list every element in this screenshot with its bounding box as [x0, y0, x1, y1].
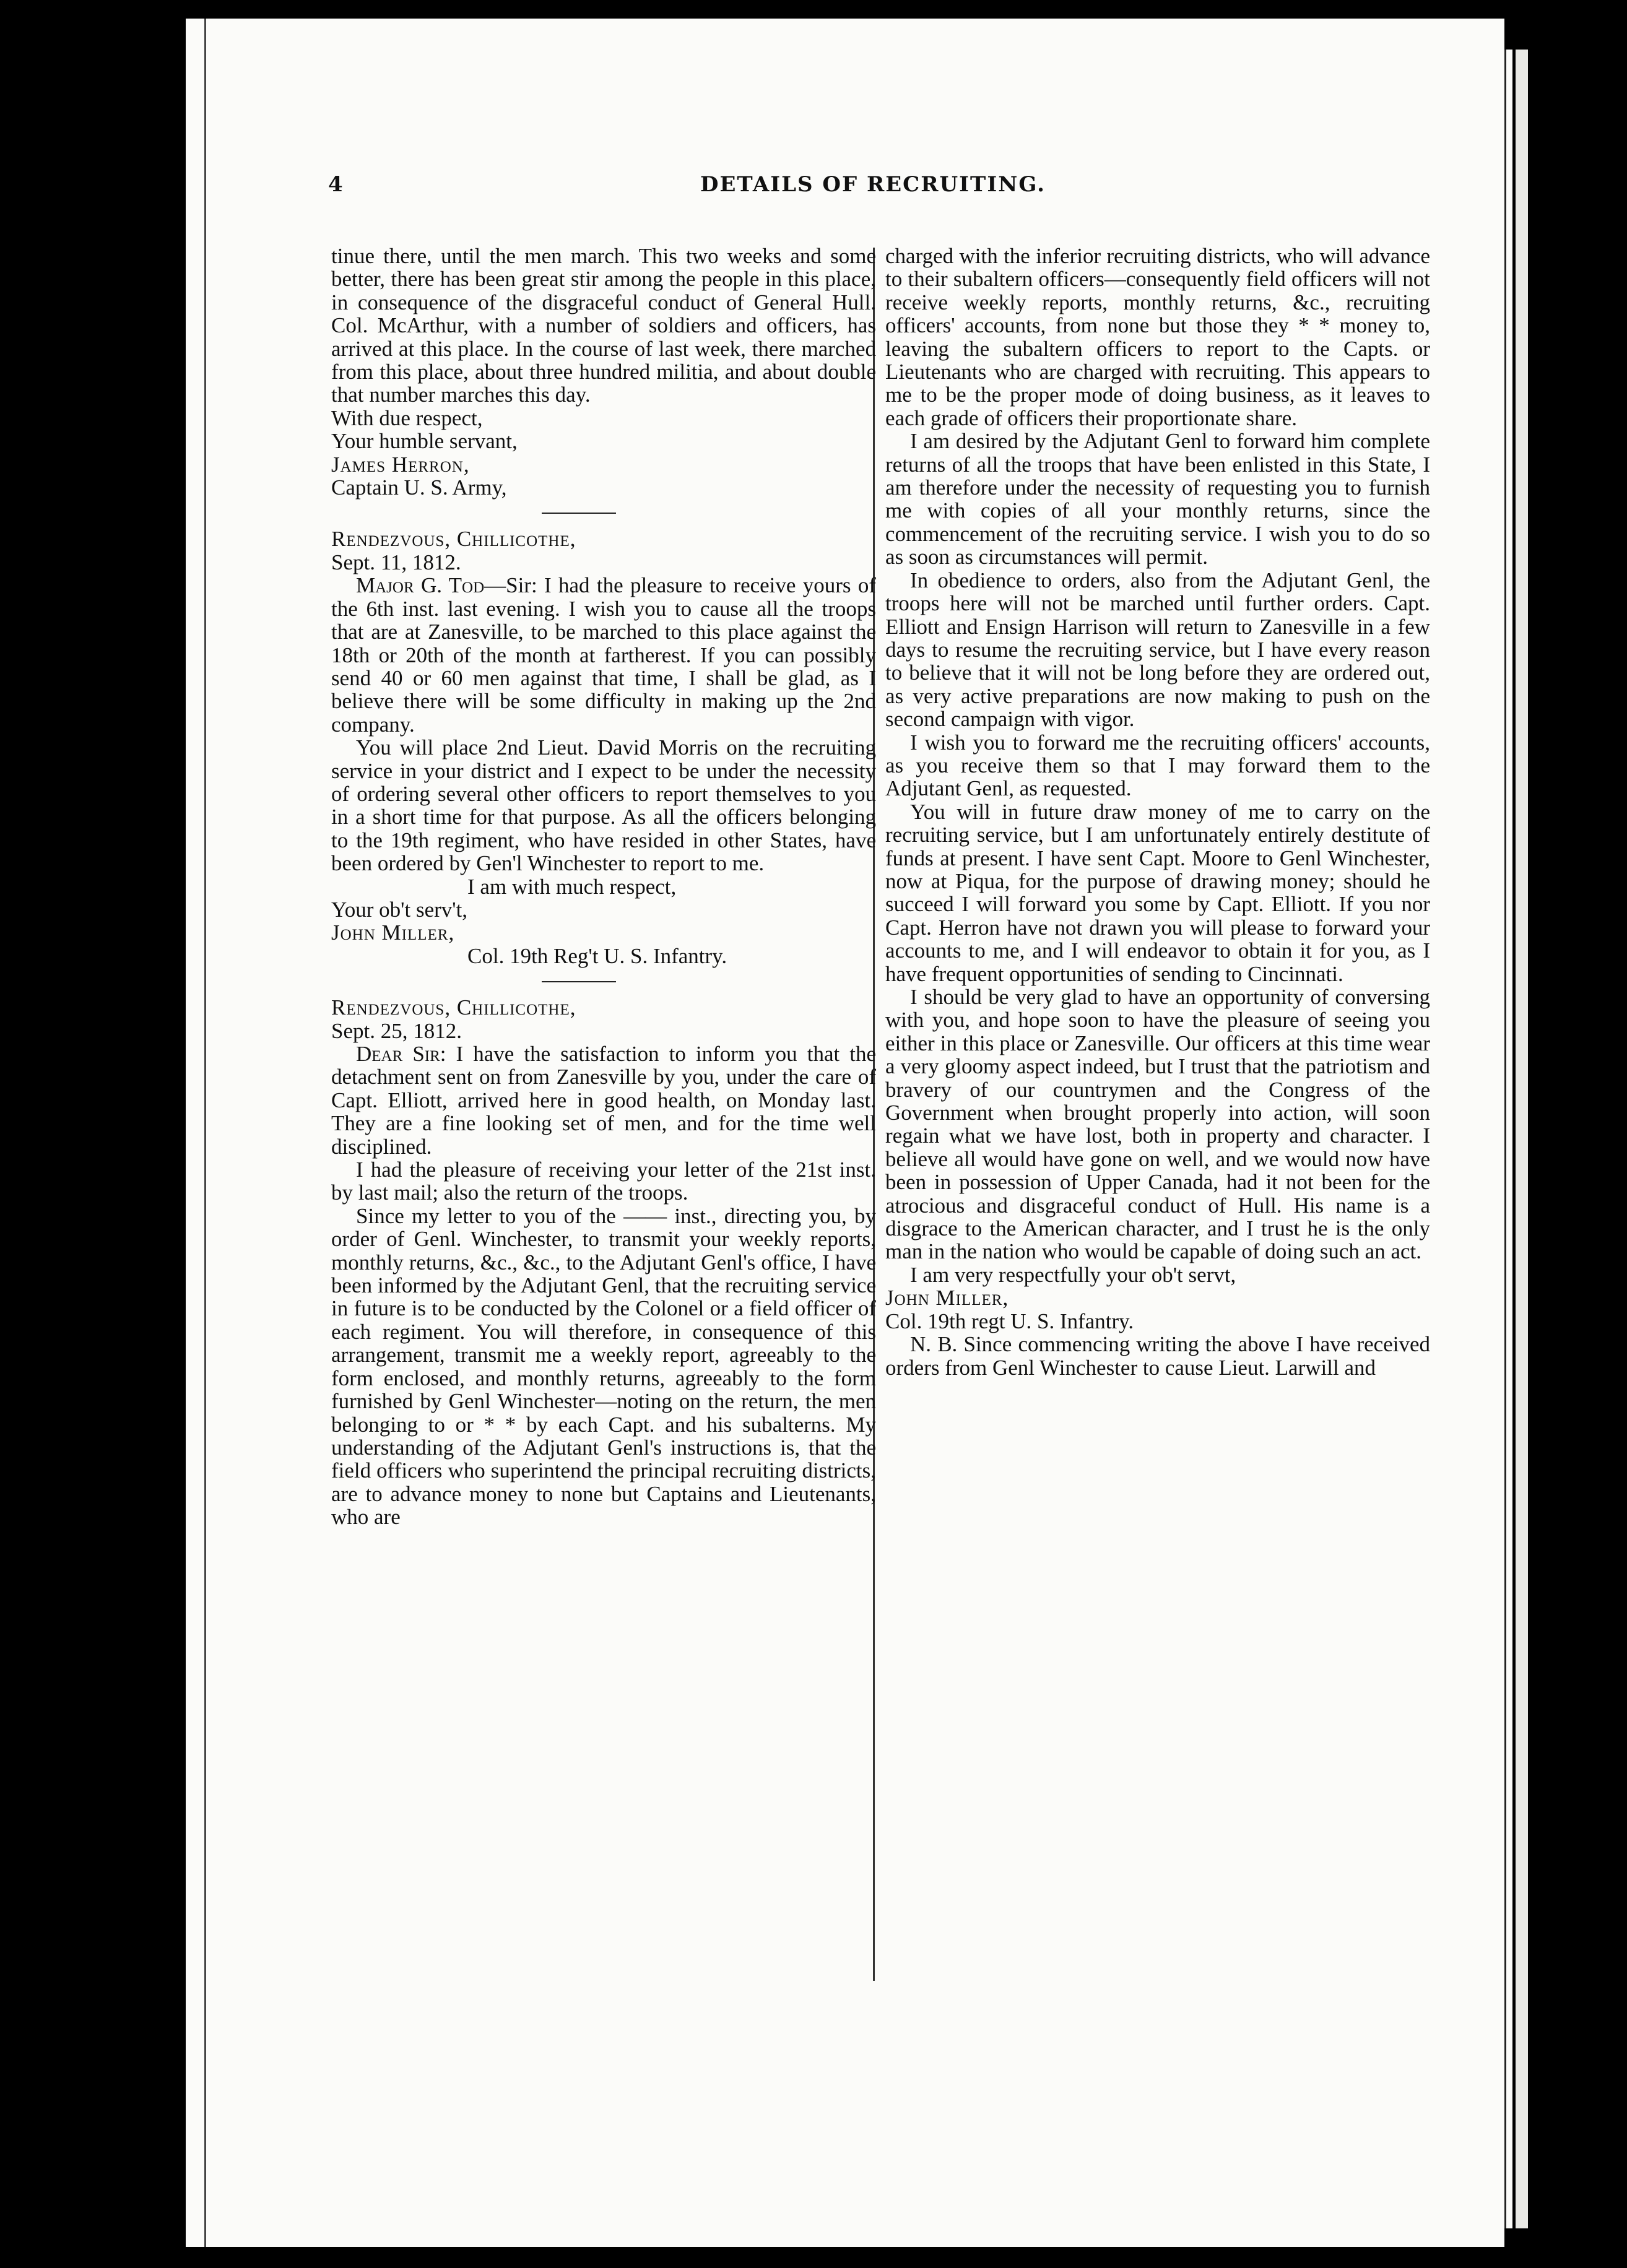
miller-letter-2-p6: I wish you to forward me the recruiting officers' accounts, as you receive them so that I may forward them to the Adjutant Genl, as requested. [885, 730, 1430, 801]
herron-letter-body: tinue there, until the men march. This two weeks and some better, there has been great stir among the people in this place, in consequence of the disgraceful conduct of General Hull. Col. McArthur, with a number of soldiers and officers, has arrived at this place. In the course of last week, there marched from this place, about three hundred militia, and about double that number marches this day. [331, 244, 876, 407]
left-column [331, 245, 876, 1529]
signature-miller: John Miller, [885, 1286, 1009, 1310]
miller-letter-2-p3: Since my letter to you of the —— inst., directing you, by order of Genl. Winchester, to transmit your weekly reports, monthly returns, &c., &c., to the Adjutant Genl's office, I have been informed by the Adjutant Genl, that the recruiting service in future is to be conducted by the Colonel or a field officer of each regiment. You will therefore, in consequence of this arrangement, transmit me a weekly report, agreeably to the form enclosed, and monthly returns, agreeably to the form furnished by Genl Winchester—noting on the return, the men belonging to or * * by each Capt. and his subalterns. My understanding of the Adjutant Genl's instructions is, that the field officers who superintend the principal recruiting districts, are to advance money to none but Captains and Lieutenants, who are [331, 1203, 876, 1530]
closing-line: Your ob't serv't, [331, 897, 468, 922]
dateline-place: Rendezvous, Chillicothe, [331, 995, 576, 1020]
signature-title: Col. 19th regt U. S. Infantry. [885, 1309, 1134, 1333]
miller-letter-2-p7: You will in future draw money of me to carry on the recruiting service, but I am unfortunately entirely destitute of funds at present. I have sent Capt. Moore to Genl Winchester, now at Piqua, for the purpose of drawing money; should he succeed I will forward you some by Capt. Elliott. If you nor Capt. Herron have not drawn you will please to forward your accounts to me, and I will endeavor to obtain it for you, as I have frequent opportunities of sending to Cincinnati. [885, 799, 1430, 986]
dateline-date: Sept. 11, 1812. [331, 550, 461, 574]
closing-line: I am with much respect, [467, 874, 677, 899]
salutation: Dear Sir: [356, 1042, 446, 1066]
miller-letter-2-p1: Dear Sir: I have the satisfaction to inform you that the detachment sent on from Zanesville by you, under the care of Capt. Elliott, arrived here in good health, on Monday last. They are a fine looking set of men, and for the time well disciplined. [331, 1042, 877, 1159]
miller-letter-2-p4: I am desired by the Adjutant Genl to forward him complete returns of all the troops that have been enlisted in this State, I am therefore under the necessity of requesting you to furnish me with copies of all your monthly returns, since the commencement of the recruiting service. I wish you to do so as soon as circumstances will permit. [885, 429, 1430, 569]
page-number: 4 [328, 172, 344, 197]
right-column [885, 245, 1430, 1379]
miller-letter-1-p1: Major G. Tod—Sir: I had the pleasure to receive yours of the 6th inst. last evening. I wish you to cause all the troops that are at Zanesville, to be marched to this place against the 18th or 20th of the month at fartherest. If you can possibly send 40 or 60 men against that time, I shall be glad, as I believe there will be some difficulty in making up the 2nd company. [331, 573, 877, 737]
signature-title: Captain U. S. Army, [331, 475, 507, 500]
miller-letter-2-p8: I should be very glad to have an opportunity of conversing with you, and hope soon to have the pleasure of seeing you either in this place or Zanesville. Our officers at this time wear a very gloomy aspect indeed, but I trust that the patriotism and bravery of our countrymen and the Congress of the Government when brought properly into action, will soon regain what we have lost, both in property and character. I believe all would have gone on well, and we would now have been in possession of Upper Canada, had it not been for the atrocious and disgraceful conduct of Hull. His name is a disgrace to the American character, and I trust he is the only man in the nation who would be capable of doing such an act. [885, 985, 1430, 1264]
page-header [328, 172, 1418, 209]
postscript-label: N. B. [910, 1332, 958, 1357]
next-page-edge [1516, 50, 1528, 2228]
closing-line: Your humble servant, [331, 429, 518, 454]
closing-line: With due respect, [331, 405, 483, 430]
section-rule [542, 513, 616, 514]
signature-herron: James Herron, [331, 452, 470, 477]
running-head: DETAILS OF RECRUITING. [700, 172, 1046, 197]
dateline-date: Sept. 25, 1812. [331, 1018, 462, 1043]
miller-letter-1-p2: You will place 2nd Lieut. David Morris on the recruiting service in your district and I expect to be under the necessity of ordering several other officers to report themselves to you in a short time for that purpose. As all the officers belonging to the 19th regiment, who have resided in other States, have been ordered by Gen'l Winchester to report to me. [331, 735, 876, 876]
signature-title: Col. 19th Reg't U. S. Infantry. [467, 943, 727, 968]
page-edge-divider [1504, 50, 1512, 2228]
section-rule [542, 981, 616, 982]
salutation: Major G. Tod [356, 573, 485, 598]
closing-line: I am very respectfully your ob't servt, [910, 1262, 1236, 1287]
page-content [186, 19, 1504, 2247]
miller-letter-2-p3-cont: charged with the inferior recruiting districts, who will advance to their subaltern officers—consequently field officers will not receive weekly reports, monthly returns, &c., recruiting officers' accounts, from none but those they * * money to, leaving the subaltern officers to report to the Capts. or Lieutenants who are charged with recruiting. This appears to me to be the proper mode of doing business, as it leaves to each grade of officers their proportionate share. [885, 244, 1430, 430]
dateline-place: Rendezvous, Chillicothe, [331, 527, 576, 552]
miller-letter-2-p5: In obedience to orders, also from the Adjutant Genl, the troops here will not be marched until further orders. Capt. Elliott and Ensign Harrison will return to Zanesville in a few days to resume the recruiting service, but I have every reason to believe that it will not be long before they are ordered out, as very active preparations are now making to push on the second campaign with vigor. [885, 568, 1430, 732]
postscript: N. B. Since commencing writing the above I have received orders from Genl Winchester to cause Lieut. Larwill and [885, 1332, 1430, 1380]
miller-letter-2-p2: I had the pleasure of receiving your letter of the 21st inst. by last mail; also the return of the troops. [331, 1158, 876, 1205]
signature-miller: John Miller, [331, 920, 455, 945]
